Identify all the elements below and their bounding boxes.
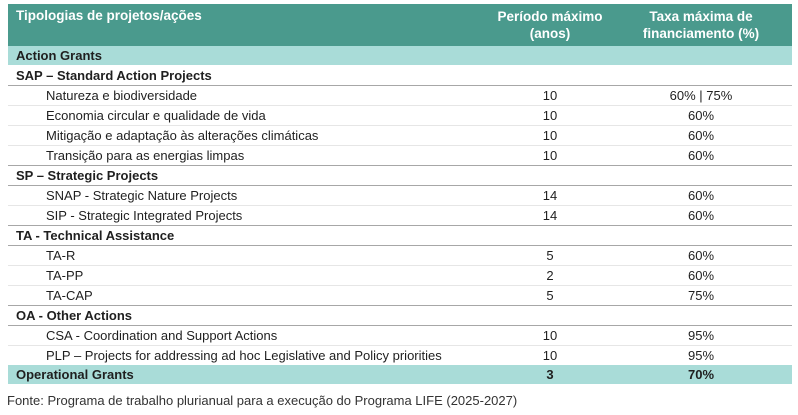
header-rate-line2: financiamento (%) xyxy=(642,26,760,41)
table-row xyxy=(8,145,792,165)
action-grants-row xyxy=(8,46,792,65)
table-row xyxy=(8,205,792,225)
row-period: 10 xyxy=(542,128,558,143)
header-type: Tipologias de projetos/ações xyxy=(16,8,202,23)
category-title: SAP – Standard Action Projects xyxy=(16,67,212,83)
row-name: SIP - Strategic Integrated Projects xyxy=(46,208,243,223)
table-row xyxy=(8,185,792,205)
row-name: TA-CAP xyxy=(46,288,93,303)
row-period: 10 xyxy=(542,148,558,163)
row-name: Economia circular e qualidade de vida xyxy=(46,108,266,123)
header-period-line1: Período máximo xyxy=(497,9,603,24)
row-rate: 60% xyxy=(687,148,715,163)
action-grants-label: Action Grants xyxy=(16,48,102,63)
row-name: Mitigação e adaptação às alterações climáticas xyxy=(46,128,319,143)
row-name: Transição para as energias limpas xyxy=(46,148,245,163)
category-title: TA - Technical Assistance xyxy=(16,228,175,243)
source-note: Fonte: Programa de trabalho plurianual para a execução do Programa LIFE (2025-2027) xyxy=(7,393,518,408)
table-header-row xyxy=(8,4,792,46)
row-period: 5 xyxy=(546,288,554,303)
row-rate: 60% xyxy=(687,268,715,283)
table-row xyxy=(8,125,792,145)
funding-table xyxy=(8,4,792,384)
row-period: 10 xyxy=(542,88,558,103)
table-row xyxy=(8,105,792,125)
table-body xyxy=(8,65,792,365)
row-rate: 75% xyxy=(687,288,715,303)
category-row xyxy=(8,65,792,85)
row-rate: 60% xyxy=(687,128,715,143)
row-name: Natureza e biodiversidade xyxy=(46,88,198,103)
row-rate: 95% xyxy=(687,328,715,343)
row-period: 5 xyxy=(546,248,554,263)
header-rate-line1: Taxa máxima de xyxy=(649,9,753,24)
row-period: 10 xyxy=(542,108,558,123)
table-row xyxy=(8,245,792,265)
row-period: 14 xyxy=(542,188,558,203)
row-name: SNAP - Strategic Nature Projects xyxy=(46,188,238,203)
row-period: 14 xyxy=(542,208,558,223)
row-rate: 60% xyxy=(687,248,715,263)
operational-grants-rate: 70% xyxy=(687,367,715,382)
table-row xyxy=(8,345,792,365)
header-rate xyxy=(610,8,792,42)
category-row xyxy=(8,225,792,245)
row-period: 10 xyxy=(542,348,558,363)
operational-grants-period: 3 xyxy=(546,367,554,382)
row-name: TA-PP xyxy=(46,268,84,283)
operational-grants-row xyxy=(8,365,792,384)
table-row xyxy=(8,325,792,345)
category-row xyxy=(8,305,792,325)
row-rate: 60% xyxy=(687,108,715,123)
category-title: SP – Strategic Projects xyxy=(16,168,159,183)
row-period: 2 xyxy=(546,268,554,283)
category-row xyxy=(8,165,792,185)
table-row xyxy=(8,265,792,285)
row-name: CSA - Coordination and Support Actions xyxy=(46,328,278,343)
row-period: 10 xyxy=(542,328,558,343)
row-name: TA-R xyxy=(46,248,76,263)
row-rate: 60% xyxy=(687,208,715,223)
row-rate: 60% xyxy=(687,188,715,203)
operational-grants-label: Operational Grants xyxy=(16,367,134,382)
row-rate: 95% xyxy=(687,348,715,363)
header-period xyxy=(490,8,610,42)
row-name: PLP – Projects for addressing ad hoc Legislative and Policy priorities xyxy=(46,348,442,363)
category-title: OA - Other Actions xyxy=(16,308,133,323)
table-row xyxy=(8,285,792,305)
table-row xyxy=(8,85,792,105)
row-rate: 60% | 75% xyxy=(669,88,733,103)
header-period-line2: (anos) xyxy=(529,26,571,41)
